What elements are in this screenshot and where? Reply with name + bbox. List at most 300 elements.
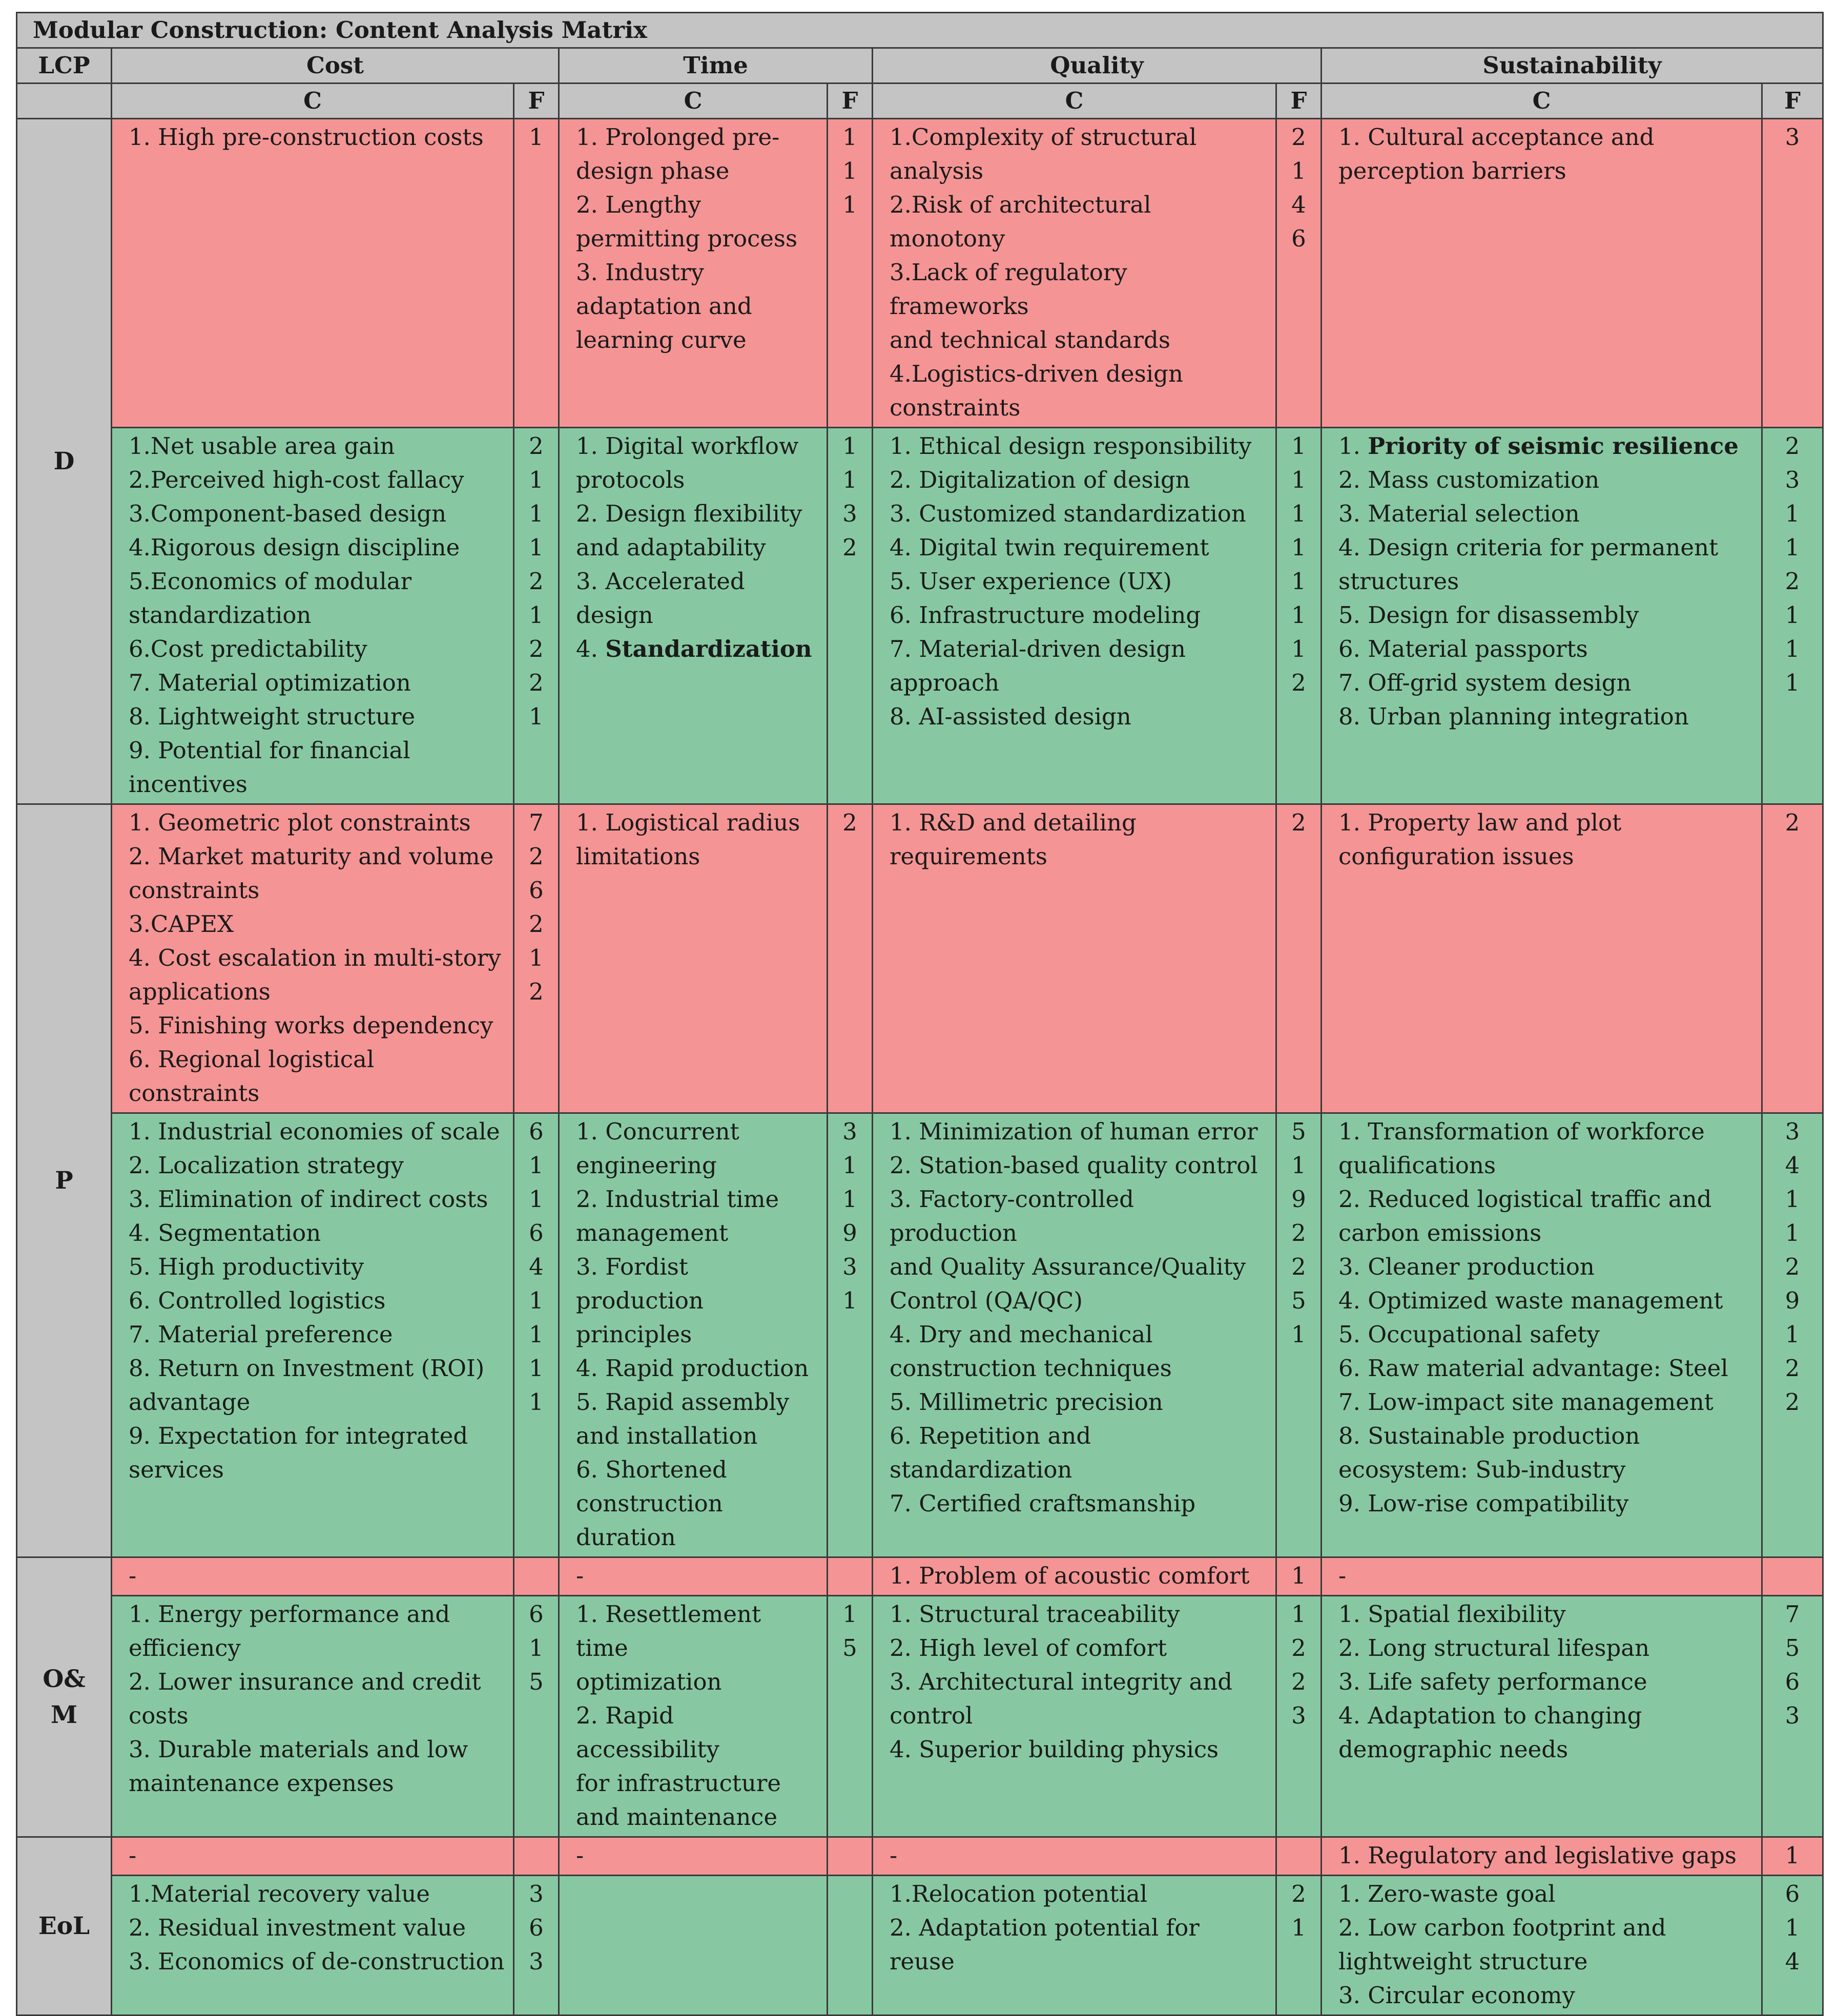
phase-positive-row — [17, 1876, 1823, 2015]
cell-line: requirements — [890, 843, 1047, 870]
cell-line: 3. Economics of de-construction — [129, 1948, 505, 1975]
cell-line: 4. Optimized waste management — [1338, 1287, 1723, 1314]
time-c-header: C — [559, 84, 828, 119]
cell-line: 5 — [842, 1634, 857, 1661]
cell-line: 3 — [1291, 1702, 1306, 1729]
cell-line: permitting process — [576, 225, 798, 252]
sustainability-c-header: C — [1322, 84, 1762, 119]
challenge-quality-content — [873, 1557, 1276, 1596]
quality-c-header: C — [873, 84, 1276, 119]
cell-line: 5. Design for disassembly — [1338, 601, 1639, 629]
cell-line: 6 — [1291, 225, 1306, 252]
cell-line: 1 — [1785, 500, 1800, 527]
cell-line: 8. AI-assisted design — [890, 703, 1131, 730]
bold-item: Priority of seismic resilience — [1368, 432, 1739, 460]
cell-line: 2.Risk of architectural monotony — [890, 191, 1151, 252]
opportunity-sustainability-frequency — [1762, 1876, 1823, 2015]
cell-line: 3. Cleaner production — [1338, 1253, 1595, 1280]
cell-line: 2. High level of comfort — [890, 1634, 1167, 1661]
cell-line: 7. Material preference — [129, 1321, 393, 1348]
cell-line: 1 — [529, 1634, 544, 1661]
cell-line: 1 — [1785, 635, 1800, 662]
cost-f-header: F — [514, 84, 559, 119]
challenge-quality-content — [873, 119, 1276, 428]
cell-line: 2 — [1291, 1634, 1306, 1661]
cell-line: 9 — [1291, 1186, 1306, 1213]
cell-line: 1 — [1291, 1601, 1306, 1628]
cell-line: 5. High productivity — [129, 1253, 364, 1280]
cell-line: 4 — [1785, 1152, 1800, 1179]
cell-line: 2 — [529, 432, 544, 460]
cell-line: 1 — [529, 123, 544, 151]
cell-line: qualifications — [1338, 1152, 1496, 1179]
opportunity-quality-frequency — [1276, 1596, 1322, 1837]
cell-line: 1. Industrial economies of scale — [129, 1118, 500, 1145]
cell-line: 1 — [1291, 466, 1306, 493]
opportunity-sustainability-frequency — [1762, 1596, 1823, 1837]
cell-line: 1 — [1785, 1186, 1800, 1213]
cell-line: 1 — [1785, 534, 1800, 561]
cell-line: 8. Urban planning integration — [1338, 703, 1689, 730]
cell-line: 4.Logistics-driven design — [890, 360, 1183, 387]
cell-line: 4. Rapid production — [576, 1355, 809, 1382]
cell-line: 2. Adaptation potential for reuse — [890, 1914, 1200, 1975]
opportunity-sustainability-content — [1322, 1596, 1762, 1837]
cell-line: 2 — [529, 910, 544, 938]
cell-line: 8. Lightweight structure — [129, 703, 416, 730]
cell-line: and installation — [576, 1422, 758, 1449]
cell-line: 1 — [1291, 601, 1306, 629]
challenge-time-content — [559, 1837, 828, 1876]
cell-line: 2. Digitalization of design — [890, 466, 1190, 493]
cell-line: 2 — [1785, 809, 1800, 836]
cell-line: ecosystem: Sub-industry — [1338, 1456, 1626, 1483]
challenge-quality-frequency — [1276, 1837, 1322, 1876]
cell-line: 9. Potential for financial — [129, 737, 410, 764]
challenge-sustainability-content — [1322, 804, 1762, 1113]
cell-line: - — [890, 1842, 898, 1869]
challenge-sustainability-content — [1322, 1557, 1762, 1596]
cell-line: 1 — [529, 534, 544, 561]
cell-line: 3. Architectural integrity and — [890, 1668, 1233, 1695]
sustainability-header: Sustainability — [1322, 48, 1823, 84]
challenge-cost-frequency — [514, 1837, 559, 1876]
cell-line: 7. Low-impact site management — [1338, 1388, 1714, 1416]
content-analysis-matrix — [16, 12, 1824, 2016]
cell-line: 2. Market maturity and volume — [129, 843, 494, 870]
cell-line: 1 — [529, 601, 544, 629]
cell-line: standardization — [890, 1456, 1072, 1483]
cell-line: demographic needs — [1338, 1736, 1568, 1763]
cell-line: 3 — [842, 1118, 857, 1145]
challenge-cost-frequency — [514, 1557, 559, 1596]
cell-line: 1 — [529, 1152, 544, 1179]
cell-line-emphasis — [1338, 429, 1754, 463]
cell-line: 1. Ethical design responsibility — [890, 432, 1252, 460]
cell-line: 1 — [529, 500, 544, 527]
cell-line: 1. Cultural acceptance and — [1338, 123, 1655, 151]
cell-line: 6. Repetition and — [890, 1422, 1091, 1449]
cell-line: 1 — [529, 703, 544, 730]
challenge-cost-frequency — [514, 804, 559, 1113]
time-header: Time — [559, 48, 873, 84]
cell-line: 1 — [1291, 1914, 1306, 1941]
challenge-quality-frequency — [1276, 119, 1322, 428]
opportunity-cost-content — [112, 1596, 514, 1837]
cell-line: 2.Perceived high-cost fallacy — [129, 466, 464, 493]
challenge-quality-frequency — [1276, 1557, 1322, 1596]
cell-line: learning curve — [576, 326, 747, 354]
cell-line: 1 — [842, 1601, 857, 1628]
cell-line: 2 — [529, 669, 544, 696]
cell-line: production — [576, 1287, 704, 1314]
cell-line: 6 — [529, 1219, 544, 1246]
cell-line: 3 — [1785, 1702, 1800, 1729]
opportunity-sustainability-frequency — [1762, 1113, 1823, 1557]
cell-line: 1. Zero-waste goal — [1338, 1880, 1556, 1907]
challenge-time-content — [559, 1557, 828, 1596]
opportunity-time-content — [559, 1876, 828, 2015]
phase-positive-row — [17, 1113, 1823, 1557]
cell-line: 6. Regional logistical constraints — [129, 1046, 375, 1107]
cell-line: 2 — [1785, 568, 1800, 595]
phase-negative-row — [17, 119, 1823, 428]
cell-line: 1 — [842, 1152, 857, 1179]
cell-line: costs — [129, 1702, 189, 1729]
cell-line: 1 — [1291, 1152, 1306, 1179]
cell-line: 6 — [529, 877, 544, 904]
cell-line: analysis — [890, 157, 984, 184]
cell-line: construction techniques — [890, 1355, 1172, 1382]
cell-line: 3 — [1785, 123, 1800, 151]
cell-line: 5 — [529, 1668, 544, 1695]
opportunity-cost-content — [112, 1876, 514, 2015]
cell-line: 1 — [1291, 157, 1306, 184]
cell-line: 4 — [1291, 191, 1306, 218]
cell-line: incentives — [129, 771, 247, 798]
cell-line: 1. Structural traceability — [890, 1601, 1180, 1628]
cell-line: 2 — [1291, 123, 1306, 151]
challenge-time-content — [559, 804, 828, 1113]
cell-line: 1 — [1291, 1562, 1306, 1589]
cell-line: perception barriers — [1338, 157, 1566, 184]
cell-line: 6. Controlled logistics — [129, 1287, 386, 1314]
cell-line: 5. Millimetric precision — [890, 1388, 1163, 1416]
cell-line: 2. Residual investment value — [129, 1914, 466, 1941]
cell-line: 6.Cost predictability — [129, 635, 367, 662]
cell-line: protocols — [576, 466, 685, 493]
lcp-phase-text: EoL — [38, 1911, 90, 1940]
cell-line: 3 — [1785, 466, 1800, 493]
cell-line: 4.Rigorous design discipline — [129, 534, 460, 561]
cell-line: 1. High pre-construction costs — [129, 123, 484, 151]
cell-line: 5. Rapid assembly — [576, 1388, 790, 1416]
opportunity-quality-content — [873, 1596, 1276, 1837]
cell-line: 7. Off-grid system design — [1338, 669, 1632, 696]
challenge-quality-content — [873, 1837, 1276, 1876]
cell-line: 3.CAPEX — [129, 910, 234, 938]
bold-item: Standardization — [605, 635, 812, 662]
cell-line: 1. Prolonged pre- — [576, 123, 780, 151]
cell-line: 3. Circular economy — [1338, 1982, 1575, 2009]
cell-line: 1 — [1785, 601, 1800, 629]
cell-line: 2. Lower insurance and credit — [129, 1668, 481, 1695]
cell-line: 4 — [529, 1253, 544, 1280]
cell-line: 4 — [1785, 1948, 1800, 1975]
cell-line: 9 — [842, 1219, 857, 1246]
cell-line: design phase — [576, 157, 730, 184]
opportunity-time-frequency — [828, 428, 873, 804]
cell-line: 4. Segmentation — [129, 1219, 321, 1246]
cell-line: 2 — [529, 978, 544, 1005]
cell-line: efficiency — [129, 1634, 241, 1661]
cell-line: 4. Adaptation to changing — [1338, 1702, 1642, 1729]
cell-line: 2. Lengthy — [576, 191, 701, 218]
opportunity-quality-content — [873, 1876, 1276, 2015]
cell-line: and technical standards — [890, 326, 1170, 354]
opportunity-time-content — [559, 1113, 828, 1557]
challenge-time-frequency — [828, 1837, 873, 1876]
cell-line: 4. Dry and mechanical — [890, 1321, 1153, 1348]
cell-line: 6. Shortened — [576, 1456, 727, 1483]
cell-line: 2 — [1291, 1219, 1306, 1246]
item-number: 4. — [576, 635, 606, 662]
cell-line: 1. Digital workflow — [576, 432, 799, 460]
challenge-sustainability-frequency — [1762, 1837, 1823, 1876]
lcp-header: LCP — [17, 48, 112, 84]
cell-line: 2 — [1291, 1880, 1306, 1907]
cell-line: 1. Regulatory and legislative gaps — [1338, 1842, 1737, 1869]
cell-line: 6 — [529, 1914, 544, 1941]
cell-line: 1 — [529, 466, 544, 493]
lcp-subheader-blank — [17, 84, 112, 119]
cell-line: 1 — [529, 1321, 544, 1348]
cell-line: 3. Durable materials and low — [129, 1736, 468, 1763]
cell-line: 9 — [1785, 1287, 1800, 1314]
opportunity-time-content — [559, 428, 828, 804]
cell-line: 1 — [1785, 669, 1800, 696]
cell-line: 3. Customized standardization — [890, 500, 1246, 527]
cell-line: 1 — [1291, 635, 1306, 662]
challenge-time-frequency — [828, 804, 873, 1113]
cell-line: 7 — [529, 809, 544, 836]
cell-line: 1 — [1291, 432, 1306, 460]
cell-line: 6 — [1785, 1880, 1800, 1907]
phase-negative-row — [17, 1837, 1823, 1876]
challenge-cost-content — [112, 1837, 514, 1876]
cell-line: 1.Material recovery value — [129, 1880, 430, 1907]
cell-line: 2. Design flexibility — [576, 500, 802, 527]
cell-line: 5.Economics of modular — [129, 568, 412, 595]
cell-line: 2 — [842, 534, 857, 561]
challenge-time-frequency — [828, 119, 873, 428]
cell-line: 3 — [842, 500, 857, 527]
cell-line: 1. Concurrent — [576, 1118, 739, 1145]
cell-line: 1 — [1785, 1842, 1800, 1869]
cell-line: 9. Expectation for integrated — [129, 1422, 468, 1449]
cell-line: 1. Spatial flexibility — [1338, 1601, 1566, 1628]
cell-line: 4. Digital twin requirement — [890, 534, 1209, 561]
cell-line: 1. Geometric plot constraints — [129, 809, 471, 836]
cell-line: 1 — [529, 1186, 544, 1213]
cost-c-header: C — [112, 84, 514, 119]
lcp-phase-label — [17, 119, 112, 804]
challenge-quality-frequency — [1276, 804, 1322, 1113]
cell-line: standardization — [129, 601, 312, 629]
cell-line: 5 — [1291, 1287, 1306, 1314]
cell-line: 2 — [842, 809, 857, 836]
challenge-sustainability-frequency — [1762, 804, 1823, 1113]
cell-line: 2 — [1291, 1668, 1306, 1695]
cell-line: management — [576, 1219, 729, 1246]
challenge-cost-content — [112, 119, 514, 428]
cell-line: 6 — [529, 1118, 544, 1145]
cell-line: and adaptability — [576, 534, 766, 561]
cell-line: 2 — [1291, 1253, 1306, 1280]
cell-line: lightweight structure — [1338, 1948, 1588, 1975]
lcp-phase-label — [17, 804, 112, 1557]
cell-line: 6 — [1785, 1668, 1800, 1695]
cell-line: advantage — [129, 1388, 251, 1416]
cell-line: 2 — [529, 568, 544, 595]
cell-line: 1. R&D and detailing — [890, 809, 1137, 836]
cell-line: design — [576, 601, 653, 629]
challenge-quality-content — [873, 804, 1276, 1113]
cell-line: 3. Fordist — [576, 1253, 688, 1280]
cell-line: 7. Material-driven design — [890, 635, 1186, 662]
challenge-time-frequency — [828, 1557, 873, 1596]
cell-line: - — [129, 1842, 137, 1869]
opportunity-cost-content — [112, 1113, 514, 1557]
cell-line: 2. Station-based quality control — [890, 1152, 1258, 1179]
cell-line: 5. Finishing works dependency — [129, 1012, 493, 1039]
opportunity-time-frequency — [828, 1876, 873, 2015]
cell-line: engineering — [576, 1152, 717, 1179]
cell-line: 3. Life safety performance — [1338, 1668, 1647, 1695]
cell-line: carbon emissions — [1338, 1219, 1542, 1246]
cell-line-emphasis — [576, 632, 819, 666]
cell-line: 4. Design criteria for permanent — [1338, 534, 1719, 561]
cell-line: 6. Raw material advantage: Steel — [1338, 1355, 1728, 1382]
cell-line: 5 — [1785, 1634, 1800, 1661]
phase-positive-row — [17, 1596, 1823, 1837]
cell-line: 1 — [1785, 1914, 1800, 1941]
opportunity-sustainability-content — [1322, 428, 1762, 804]
cell-line: 1 — [842, 191, 857, 218]
lcp-phase-text-line2: M — [50, 1700, 78, 1729]
lcp-phase-text: P — [55, 1166, 73, 1195]
phase-negative-row — [17, 1557, 1823, 1596]
cell-line: adaptation and — [576, 293, 752, 320]
cell-line: 2 — [1785, 432, 1800, 460]
phase-negative-row — [17, 804, 1823, 1113]
cell-line: 1 — [842, 123, 857, 151]
cell-line: principles — [576, 1321, 692, 1348]
time-f-header: F — [828, 84, 873, 119]
cell-line: 7. Certified craftsmanship — [890, 1490, 1196, 1517]
opportunity-quality-content — [873, 428, 1276, 804]
opportunity-time-frequency — [828, 1113, 873, 1557]
cell-line: and Quality Assurance/Quality — [890, 1253, 1246, 1280]
cell-line: configuration issues — [1338, 843, 1574, 870]
cell-line: 1 — [842, 1186, 857, 1213]
opportunity-quality-content — [873, 1113, 1276, 1557]
opportunity-cost-frequency — [514, 1113, 559, 1557]
cell-line: 5. Occupational safety — [1338, 1321, 1600, 1348]
cell-line: 2 — [1291, 669, 1306, 696]
opportunity-sustainability-frequency — [1762, 428, 1823, 804]
cell-line: - — [576, 1562, 584, 1589]
cell-line: approach — [890, 669, 1000, 696]
cell-line: Control (QA/QC) — [890, 1287, 1083, 1314]
cell-line: 1 — [842, 157, 857, 184]
cell-line: 3.Component-based design — [129, 500, 447, 527]
opportunity-time-content — [559, 1596, 828, 1837]
opportunity-cost-frequency — [514, 428, 559, 804]
cell-line: 1. Transformation of workforce — [1338, 1118, 1705, 1145]
cell-line: 2. Low carbon footprint and — [1338, 1914, 1666, 1941]
cell-line: 1 — [529, 1355, 544, 1382]
cell-line: - — [129, 1562, 137, 1589]
cell-line: 2 — [1785, 1355, 1800, 1382]
cell-line: 1 — [842, 1287, 857, 1314]
cell-line: 3. Accelerated — [576, 568, 745, 595]
cell-line: 3. Material selection — [1338, 500, 1580, 527]
cell-line: optimization — [576, 1668, 722, 1695]
opportunity-quality-frequency — [1276, 428, 1322, 804]
cell-line: structures — [1338, 568, 1459, 595]
challenge-sustainability-frequency — [1762, 1557, 1823, 1596]
cell-line: 2. Mass customization — [1338, 466, 1600, 493]
cell-line: 1 — [842, 466, 857, 493]
cell-line: 2. Localization strategy — [129, 1152, 404, 1179]
cell-line: 1 — [1291, 534, 1306, 561]
cell-line: 1 — [1291, 568, 1306, 595]
cell-line: 1 — [529, 1388, 544, 1416]
challenge-cost-frequency — [514, 119, 559, 428]
opportunity-quality-frequency — [1276, 1876, 1322, 2015]
cell-line: limitations — [576, 843, 700, 870]
cell-line: 3. Factory-controlled production — [890, 1186, 1134, 1246]
opportunity-sustainability-content — [1322, 1113, 1762, 1557]
cell-line: for infrastructure — [576, 1770, 781, 1797]
cell-line: 2 — [1785, 1388, 1800, 1416]
quality-f-header: F — [1276, 84, 1322, 119]
opportunity-cost-frequency — [514, 1876, 559, 2015]
lcp-phase-text: D — [53, 447, 75, 475]
cell-line: constraints — [129, 877, 260, 904]
cell-line: maintenance expenses — [129, 1770, 394, 1797]
opportunity-cost-content — [112, 428, 514, 804]
cell-line: 2 — [529, 843, 544, 870]
cell-line: 1 — [1291, 500, 1306, 527]
cell-line: 4. Superior building physics — [890, 1736, 1219, 1763]
cell-line: 2. Rapid accessibility — [576, 1702, 719, 1763]
cell-line: 4. Cost escalation in multi-story — [129, 944, 501, 971]
cell-line: 9. Low-rise compatibility — [1338, 1490, 1629, 1517]
cell-line: 6 — [529, 1601, 544, 1628]
cell-line: duration — [576, 1524, 676, 1551]
cell-line: services — [129, 1456, 224, 1483]
cell-line: 1 — [529, 944, 544, 971]
cell-line: 1. Resettlement time — [576, 1601, 761, 1661]
cell-line: 1. Energy performance and — [129, 1601, 450, 1628]
phase-positive-row — [17, 428, 1823, 804]
cell-line: 2. Reduced logistical traffic and — [1338, 1186, 1712, 1213]
cell-line: 1.Complexity of structural — [890, 123, 1197, 151]
item-number: 1. — [1338, 432, 1368, 460]
cell-line: 1 — [1291, 1321, 1306, 1348]
